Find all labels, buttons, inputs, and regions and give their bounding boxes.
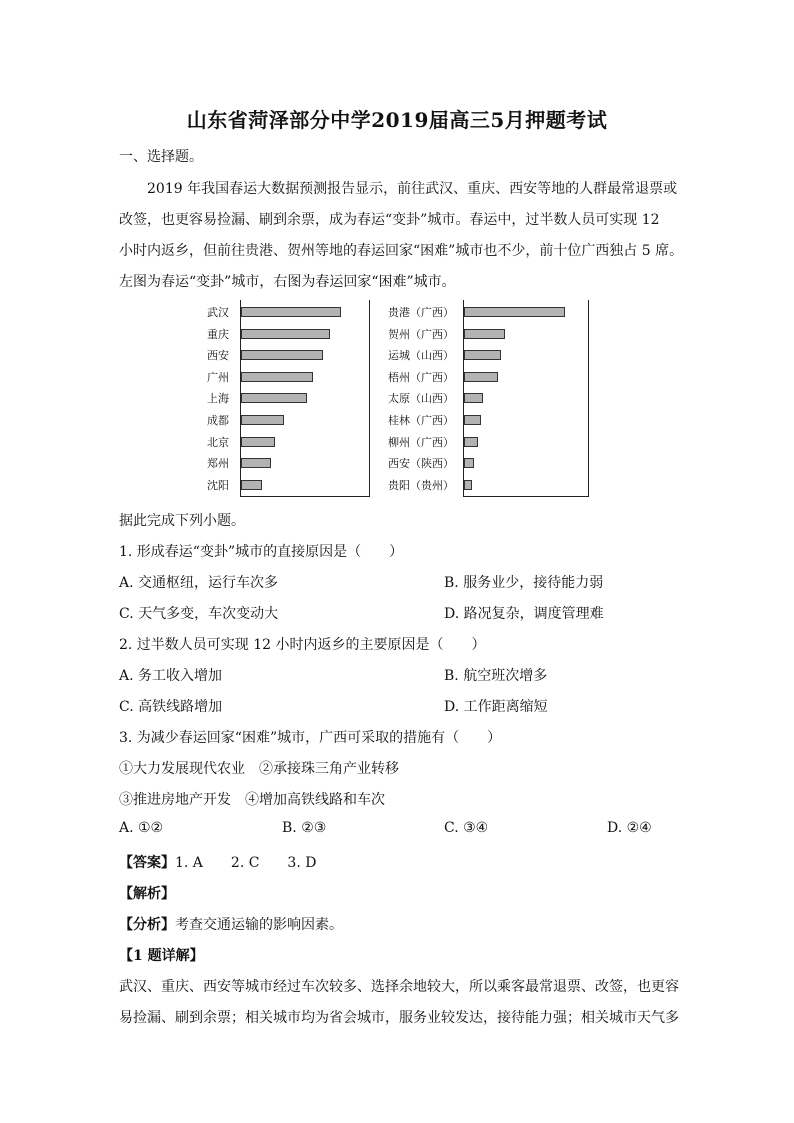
q1-option-d: D. 路况复杂，调度管理难 <box>444 606 604 622</box>
bar <box>241 458 271 468</box>
category-label: 武汉 <box>207 306 229 319</box>
intro-line-3: 小时内返乡，但前往贵港、贺州等地的春运回家“困难”城市也不少，前十位广西独占 5 席。 <box>119 243 684 259</box>
after-chart-text: 据此完成下列小题。 <box>119 513 245 529</box>
q1-option-c: C. 天气多变，车次变动大 <box>119 606 279 622</box>
q2-option-a: A. 务工收入增加 <box>119 668 223 684</box>
intro-line-2: 改签，也更容易捡漏、刷到余票，成为春运“变卦”城市。春运中，过半数人员可实现 12 <box>119 212 660 228</box>
bar <box>464 458 474 468</box>
answer-text: 1. A 2. C 3. D <box>175 855 317 871</box>
category-label: 梧州（广西） <box>388 370 454 384</box>
bar <box>464 350 501 360</box>
bar <box>241 307 341 317</box>
category-label: 上海 <box>207 392 229 406</box>
category-label: 贵港（广西） <box>388 306 454 319</box>
detail-line-2: 易捡漏、刷到余票；相关城市均为省会城市，服务业较发达，接待能力强；相关城市天气多 <box>119 1010 679 1026</box>
bar <box>464 480 472 490</box>
bar <box>241 372 313 382</box>
detail-heading: 【1 题详解】 <box>119 948 204 964</box>
bar <box>464 415 481 425</box>
category-label: 柳州（广西） <box>388 435 454 449</box>
answer-label: 【答案】 <box>119 855 175 871</box>
left-bar-chart <box>200 300 370 496</box>
answer-line <box>119 852 316 872</box>
q2-option-d: D. 工作距离缩短 <box>444 699 548 715</box>
category-label: 北京 <box>207 435 229 449</box>
intro-line-4: 左图为春运“变卦”城市，右图为春运回家“困难”城市。 <box>119 274 456 290</box>
q2-option-c: C. 高铁线路增加 <box>119 699 223 715</box>
bar <box>464 307 565 317</box>
q2-option-b: B. 航空班次增多 <box>444 668 548 684</box>
category-label: 广州 <box>207 370 229 384</box>
category-label: 西安 <box>207 349 229 363</box>
bar <box>241 393 307 403</box>
bar <box>241 415 284 425</box>
question-3-stem: 3. 为减少春运回家“困难”城市，广西可采取的措施有（ ） <box>119 730 502 746</box>
right-bar-chart <box>386 300 591 496</box>
bar <box>241 480 262 490</box>
bar <box>464 329 505 339</box>
q1-option-b: B. 服务业少，接待能力弱 <box>444 575 604 591</box>
category-label: 西安（陕西） <box>388 457 454 471</box>
detail-line-1: 武汉、重庆、西安等城市经过车次较多、选择余地较大，所以乘客最常退票、改签，也更容 <box>119 979 679 995</box>
intro-line-1: 2019 年我国春运大数据预测报告显示，前往武汉、重庆、西安等地的人群最常退票或 <box>147 181 678 197</box>
document-title: 山东省菏泽部分中学2019届高三5月押题考试 <box>186 108 608 132</box>
question-1-stem: 1. 形成春运“变卦”城市的直接原因是（ ） <box>119 544 404 560</box>
q3-option-d: D. ②④ <box>607 820 652 836</box>
bar <box>464 393 483 403</box>
q3-option-a: A. ①② <box>119 820 164 836</box>
category-label: 沈阳 <box>207 478 229 492</box>
q1-option-a: A. 交通枢纽，运行车次多 <box>119 575 279 591</box>
analysis-heading: 【解析】 <box>119 886 175 902</box>
category-label: 重庆 <box>207 327 229 341</box>
bar <box>241 329 330 339</box>
category-label: 贵阳（贵州） <box>388 478 454 492</box>
q3-option-b: B. ②③ <box>282 820 327 836</box>
q3-option-c: C. ③④ <box>444 820 489 836</box>
category-label: 运城（山西） <box>388 349 454 363</box>
category-label: 太原（山西） <box>388 392 454 406</box>
bar <box>464 437 478 447</box>
question-2-stem: 2. 过半数人员可实现 12 小时内返乡的主要原因是（ ） <box>119 637 486 653</box>
bar <box>241 437 275 447</box>
analysis-line <box>119 914 343 934</box>
analysis-text: 考查交通运输的影响因素。 <box>175 917 343 933</box>
q3-item-line-2: ③推进房地产开发 ④增加高铁线路和车次 <box>119 792 385 808</box>
category-label: 郑州 <box>207 457 229 471</box>
category-label: 成都 <box>207 414 229 427</box>
q3-item-line-1: ①大力发展现代农业 ②承接珠三角产业转移 <box>119 761 399 777</box>
category-label: 桂林（广西） <box>388 414 454 427</box>
category-label: 贺州（广西） <box>388 327 454 341</box>
bar <box>241 350 323 360</box>
section-heading: 一、选择题。 <box>119 149 203 165</box>
analysis-label: 【分析】 <box>119 917 175 933</box>
bar <box>464 372 498 382</box>
